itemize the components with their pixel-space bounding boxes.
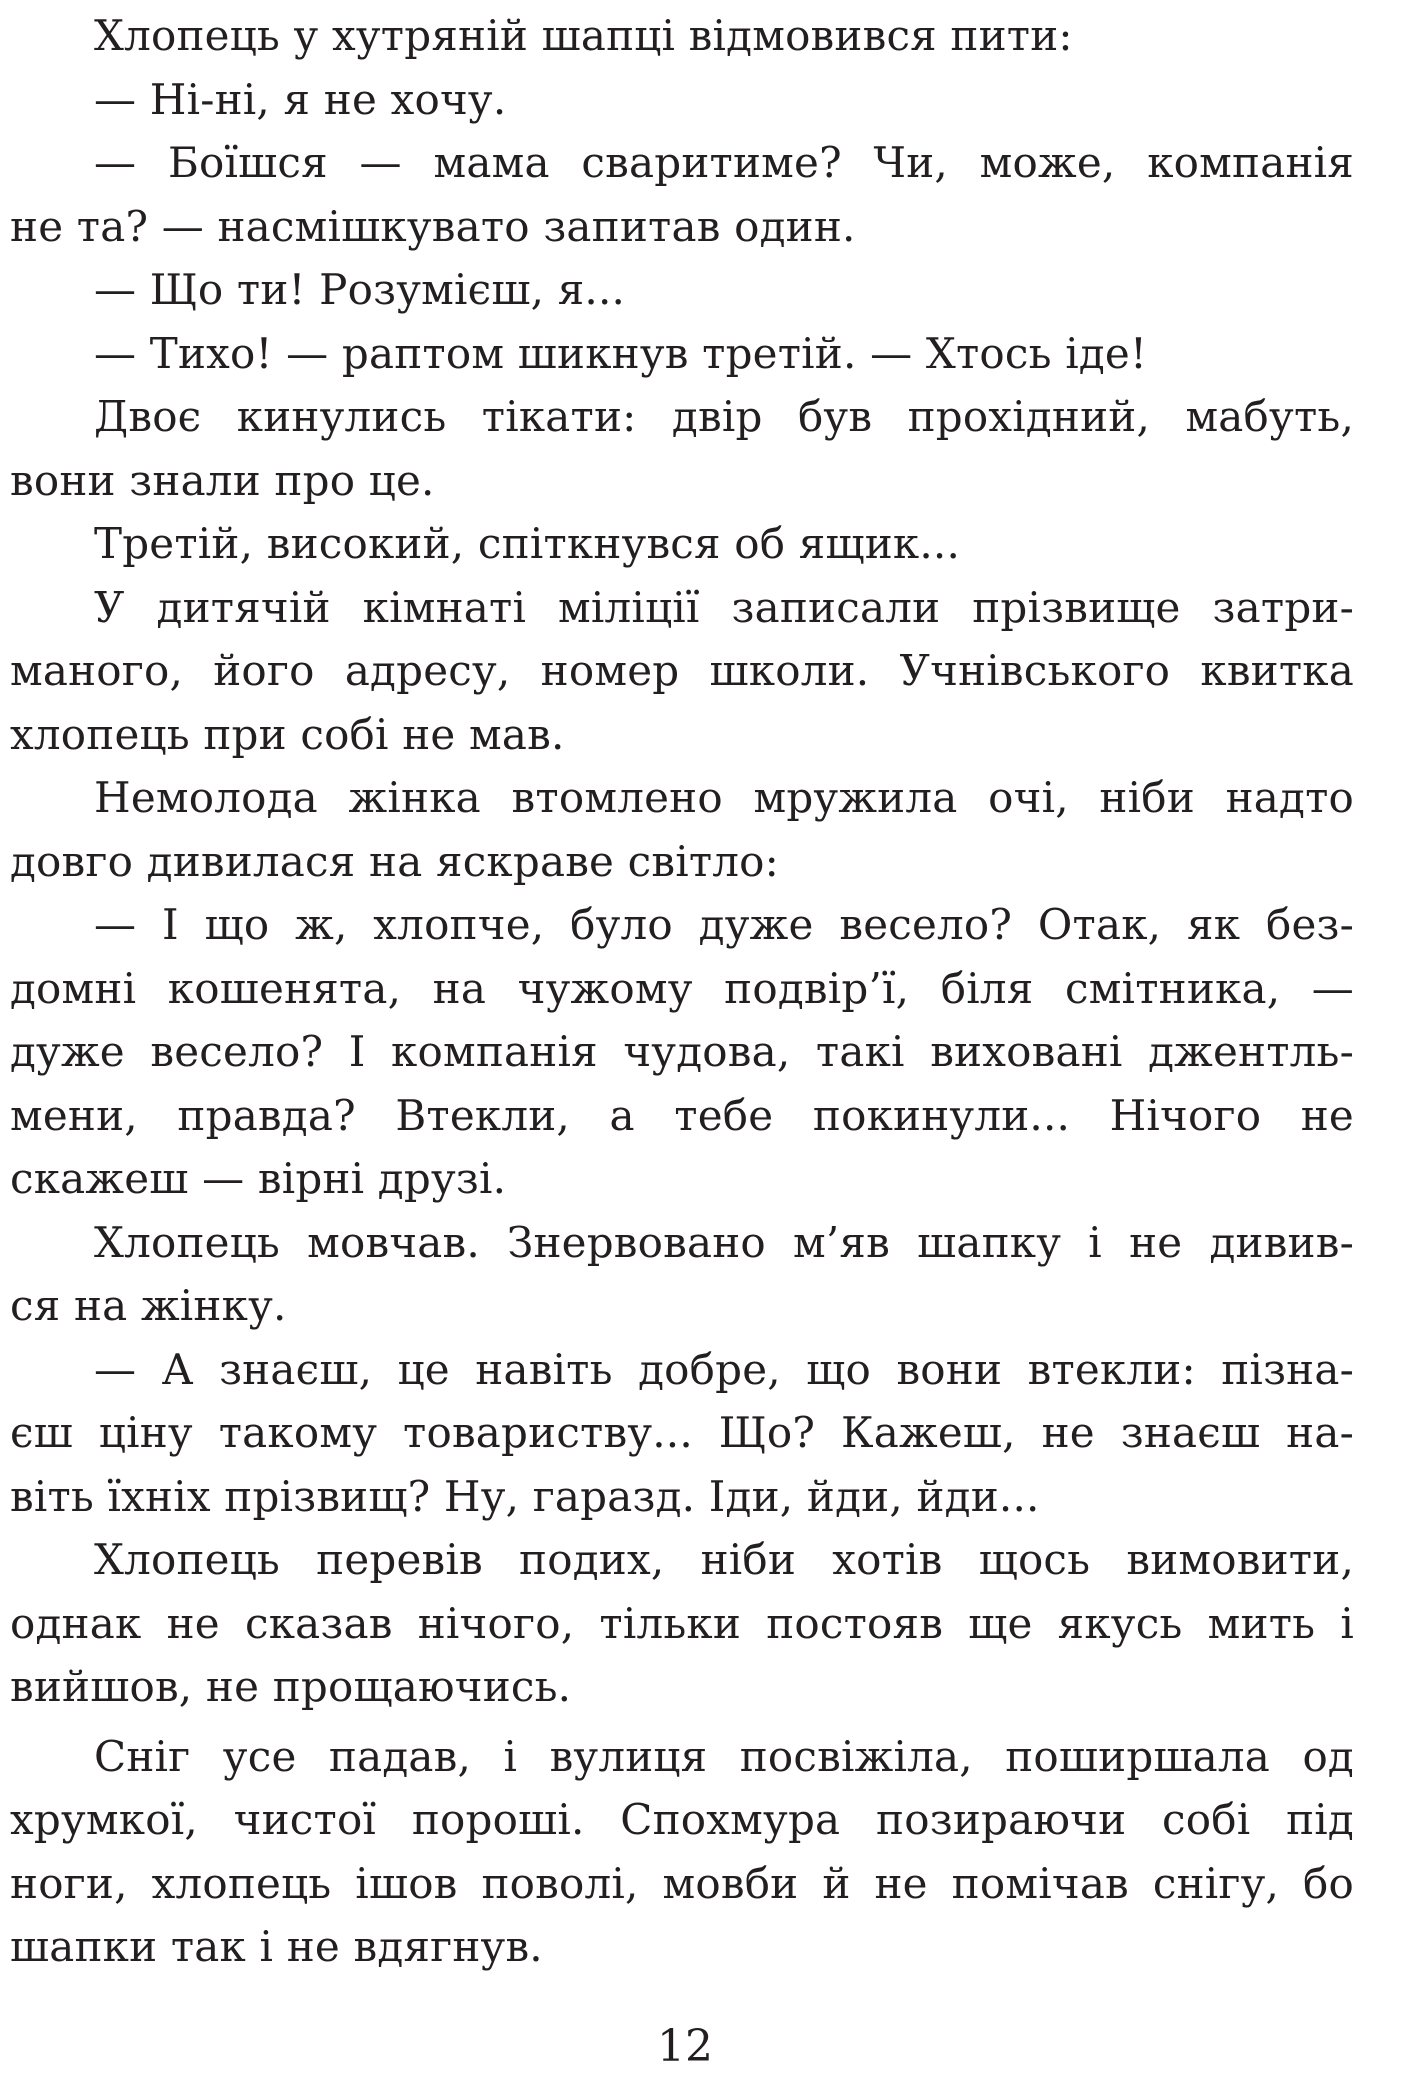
text-line: єш ціну такому товариству... Що? Кажеш, не знаєш на- [10,1408,1354,1457]
text-line: — І що ж, хлопче, було дуже весело? Отак, як без- [94,900,1354,949]
text-line: не та? — насмішкувато запитав один. [10,201,856,251]
paragraph [10,893,1354,1211]
paragraph [10,322,1354,386]
paragraph [10,512,1354,576]
text-line: — А знаєш, це навіть добре, що вони втекли: пізна- [94,1344,1354,1394]
text-line: Немолода жінка втомлено мружила очі, ніби надто [94,773,1354,822]
paragraph [10,68,1354,132]
paragraph [10,1528,1354,1719]
text-line: віть їхніх прізвищ? Ну, гаразд. Іди, йди, йди... [10,1471,1040,1521]
text-line: ся на жінку. [10,1281,287,1330]
text-line: дуже весело? І компанія чудова, такі виховані джентль- [10,1027,1354,1076]
paragraph [10,1338,1354,1529]
text-line: вийшов, не прощаючись. [10,1662,572,1711]
text-line: Хлопець мовчав. Знервовано м’яв шапку і не дивив- [94,1217,1354,1267]
paragraph [10,385,1354,512]
paragraph [10,576,1354,767]
text-line: — Тихо! — раптом шикнув третій. — Хтось іде! [94,328,1148,378]
paragraph [10,258,1354,322]
text-line: мени, правда? Втекли, а тебе покинули... Нічого не [10,1090,1354,1140]
text-line: довго дивилася на яскраве світло: [10,836,779,886]
paragraph [10,766,1354,893]
text-line: Хлопець у хутряній шапці відмовився пити: [94,11,1073,60]
paragraph [10,131,1354,258]
text-line: — Боїшся — мама сваритиме? Чи, може, компанія [94,138,1354,187]
text-line: хрумкої, чистої пороші. Спохмура позираючи собі під [10,1795,1354,1844]
paragraph [10,1725,1354,1979]
text-line: Третій, високий, спіткнувся об ящик... [94,519,961,568]
paragraph [10,1211,1354,1338]
text-line: Хлопець перевів подих, ніби хотів щось вимовити, [94,1535,1354,1584]
paragraph [10,4,1354,68]
text-line: — Що ти! Розумієш, я... [94,265,626,314]
text-line: маного, його адресу, номер школи. Учнівського квитка [10,646,1354,695]
text-line: вони знали про це. [10,455,435,505]
text-line: — Ні-ні, я не хочу. [94,74,507,124]
text-line: шапки так і не вдягнув. [10,1922,543,1971]
text-line: скажеш — вірні друзі. [10,1154,507,1203]
text-line: однак не сказав нічого, тільки постояв ще якусь мить і [10,1598,1354,1648]
text-line: домні кошенята, на чужому подвір’ї, біля смітника, — [10,963,1354,1013]
text-line: Двоє кинулись тікати: двір був прохідний, мабуть, [94,392,1354,441]
text-line: ноги, хлопець ішов поволі, мовби й не помічав снігу, бо [10,1858,1354,1908]
text-line: Сніг усе падав, і вулиця посвіжіла, поширшала од [94,1731,1354,1781]
page-number: 12 [657,2021,713,2072]
text-line: хлопець при собі не мав. [10,709,565,759]
text-line: У дитячій кімнаті міліції записали прізвище затри- [94,582,1354,632]
body-text [10,4,1354,1979]
